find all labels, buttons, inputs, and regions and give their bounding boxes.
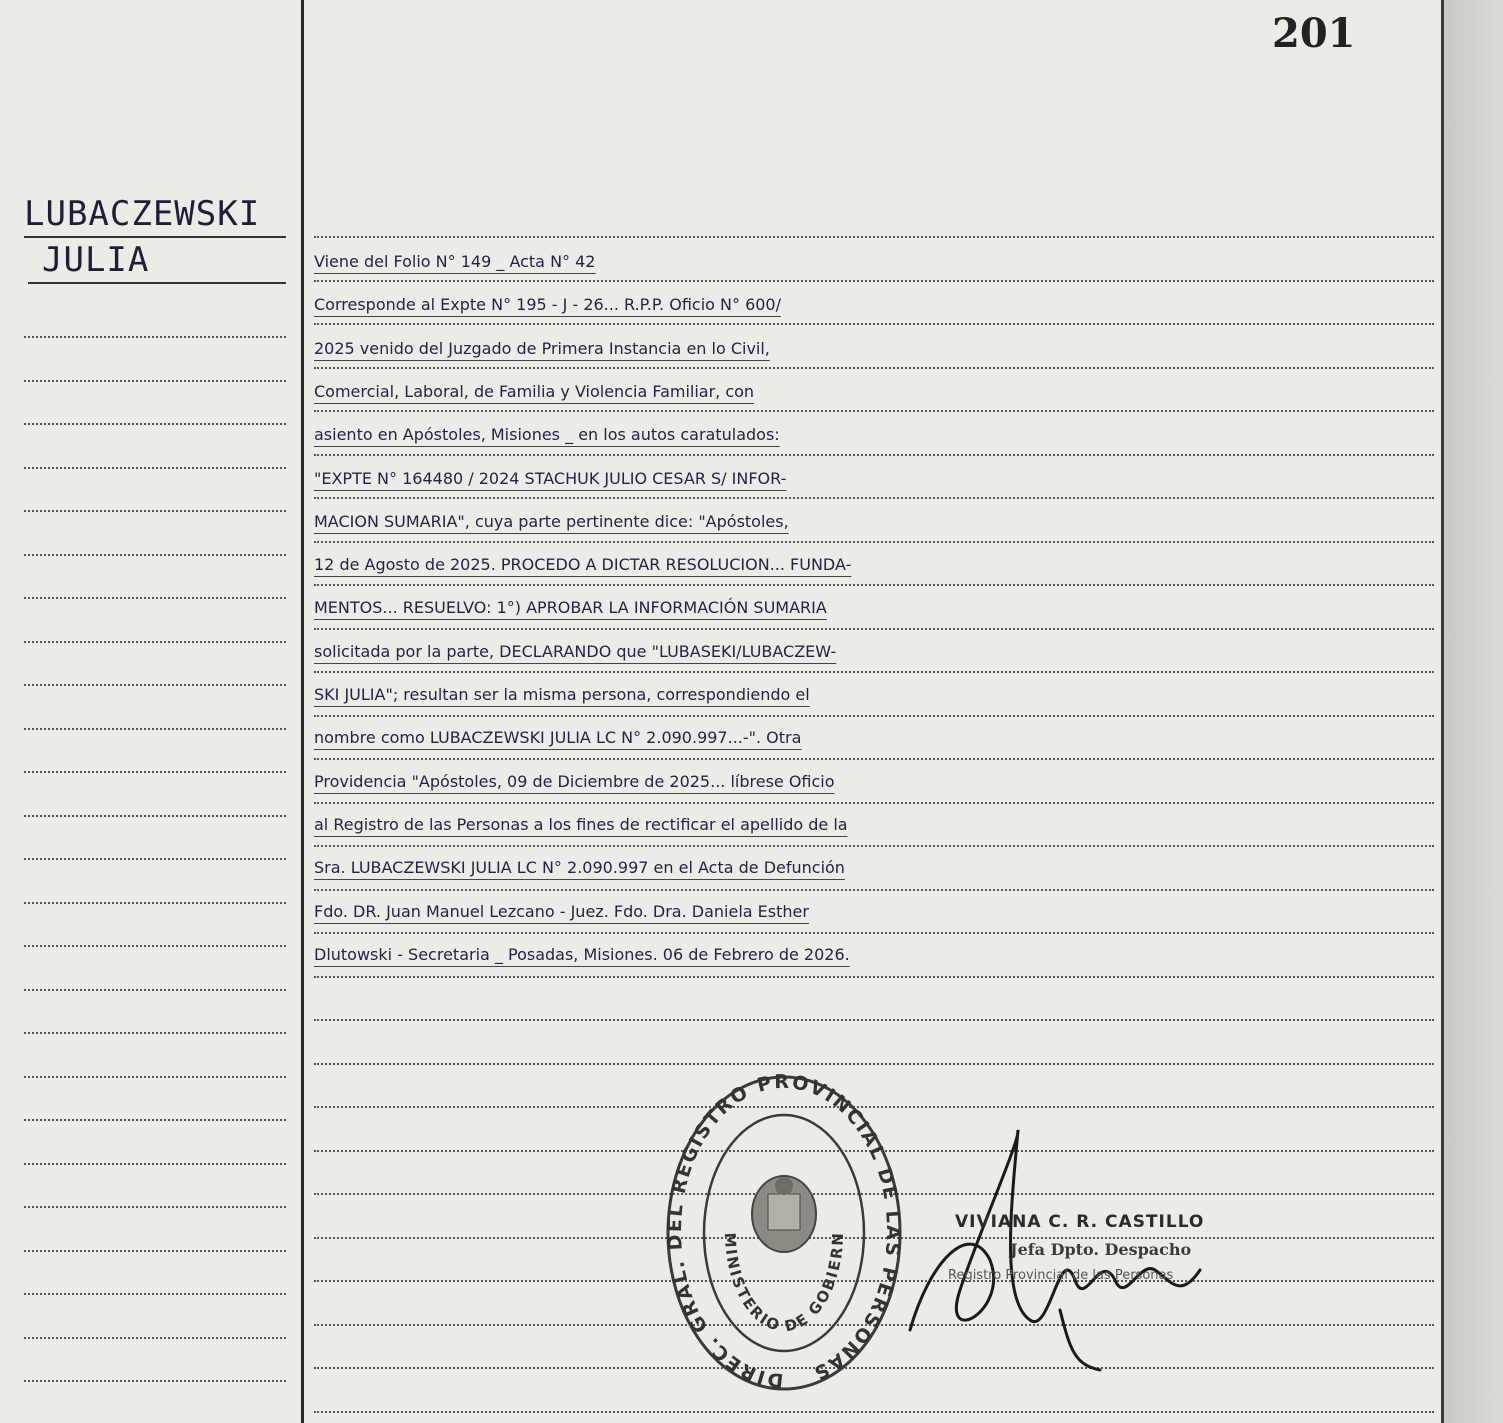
entry-line: Viene del Folio N° 149 _ Acta N° 42: [314, 252, 596, 271]
seal-title: Jefa Dpto. Despacho: [1010, 1240, 1192, 1259]
margin-dotted-line: [24, 989, 286, 991]
margin-dotted-line: [24, 467, 286, 469]
margin-dotted-line: [24, 815, 286, 817]
margin-dotted-line: [24, 336, 286, 338]
entry-line: Fdo. DR. Juan Manuel Lezcano - Juez. Fdo. Dra. Daniela Esther: [314, 901, 809, 921]
margin-dotted-line: [24, 423, 286, 425]
page-edge: [1444, 0, 1503, 1423]
surname-underline: [24, 236, 286, 238]
entry-line: 2025 venido del Juzgado de Primera Instancia en lo Civil,: [314, 338, 770, 358]
body-dotted-line: [314, 1063, 1434, 1065]
entry-line: al Registro de las Personas a los fines de rectificar el apellido de la: [314, 814, 848, 834]
margin-dotted-line: [24, 1032, 286, 1034]
entry-line: Comercial, Laboral, de Familia y Violencia Familiar, con: [314, 381, 755, 401]
margin-dotted-line: [24, 684, 286, 686]
entry-line: 12 de Agosto de 2025. PROCEDO A DICTAR RESOLUCION... FUNDA-: [314, 555, 852, 575]
coat-of-arms-emblem: [752, 1176, 816, 1252]
margin-dotted-line: [24, 1337, 286, 1339]
given-name-underline: [28, 282, 286, 284]
entry-line: asiento en Apóstoles, Misiones _ en los autos caratulados:: [314, 425, 780, 445]
margin-dotted-line: [24, 1119, 286, 1121]
seal-name: VIVIANA C. R. CASTILLO: [955, 1212, 1205, 1232]
margin-dotted-line: [24, 1250, 286, 1252]
margin-dotted-line: [24, 597, 286, 599]
margin-dotted-line: [24, 641, 286, 643]
margin-dotted-line: [24, 510, 286, 512]
entry-line: "EXPTE N° 164480 / 2024 STACHUK JULIO CESAR S/ INFOR-: [314, 468, 787, 488]
margin-dotted-line: [24, 380, 286, 382]
margin-dotted-line: [24, 728, 286, 730]
margin-dotted-line: [24, 1293, 286, 1295]
margin-dotted-line: [24, 945, 286, 947]
margin-dotted-line: [24, 554, 286, 556]
entry-line: Sra. LUBACZEWSKI JULIA LC N° 2.090.997 en el Acta de Defunción: [314, 858, 845, 878]
margin-dotted-line: [24, 1206, 286, 1208]
entry-line: SKI JULIA"; resultan ser la misma persona, correspondiendo el: [314, 685, 810, 704]
body-dotted-line: [314, 236, 1434, 238]
margin-dotted-line: [24, 1380, 286, 1382]
margin-dotted-line: [24, 858, 286, 860]
entry-line: Corresponde al Expte N° 195 - J - 26... R.P.P. Oficio N° 600/: [314, 295, 781, 315]
body-dotted-line: [314, 976, 1434, 978]
entry-line: Providencia "Apóstoles, 09 de Diciembre de 2025... líbrese Oficio: [314, 771, 835, 791]
entry-line: MACION SUMARIA", cuya parte pertinente dice: "Apóstoles,: [314, 511, 789, 531]
body-dotted-line: [314, 1019, 1434, 1021]
body-dotted-line: [314, 1411, 1434, 1413]
margin-dotted-line: [24, 902, 286, 904]
margin-dotted-line: [24, 771, 286, 773]
body-dotted-line: [314, 932, 1434, 934]
body-dotted-line: [314, 758, 1434, 760]
margin-dotted-line: [24, 1163, 286, 1165]
entry-line: nombre como LUBACZEWSKI JULIA LC N° 2.090.997...-". Otra: [314, 728, 802, 748]
stamp-outer-text: DIREC. GRAL. DEL REGISTRO PROVINCIAL DE LAS PERSONAS: [665, 1074, 903, 1392]
margin-rule: [301, 0, 304, 1423]
registry-stamp: [665, 1074, 903, 1392]
margin-surname: LUBACZEWSKI: [24, 194, 261, 234]
folio-number: 201: [1272, 10, 1356, 57]
entry-line: MENTOS... RESUELVO: 1°) APROBAR LA INFORMACIÓN SUMARIA: [314, 598, 827, 618]
body-dotted-line: [314, 715, 1434, 717]
entry-line: solicitada por la parte, DECLARANDO que "LUBASEKI/LUBACZEW-: [314, 641, 837, 661]
margin-dotted-line: [24, 1076, 286, 1078]
stamp-inner-text: MINISTERIO DE GOBIERN: [720, 1230, 848, 1336]
body-dotted-line: [314, 845, 1434, 847]
seal-office: Registro Provincial de las Personas: [948, 1268, 1174, 1283]
body-dotted-line: [314, 802, 1434, 804]
entry-line: Dlutowski - Secretaria _ Posadas, Misiones. 06 de Febrero de 2026.: [314, 944, 850, 964]
margin-given-name: JULIA: [42, 240, 150, 280]
